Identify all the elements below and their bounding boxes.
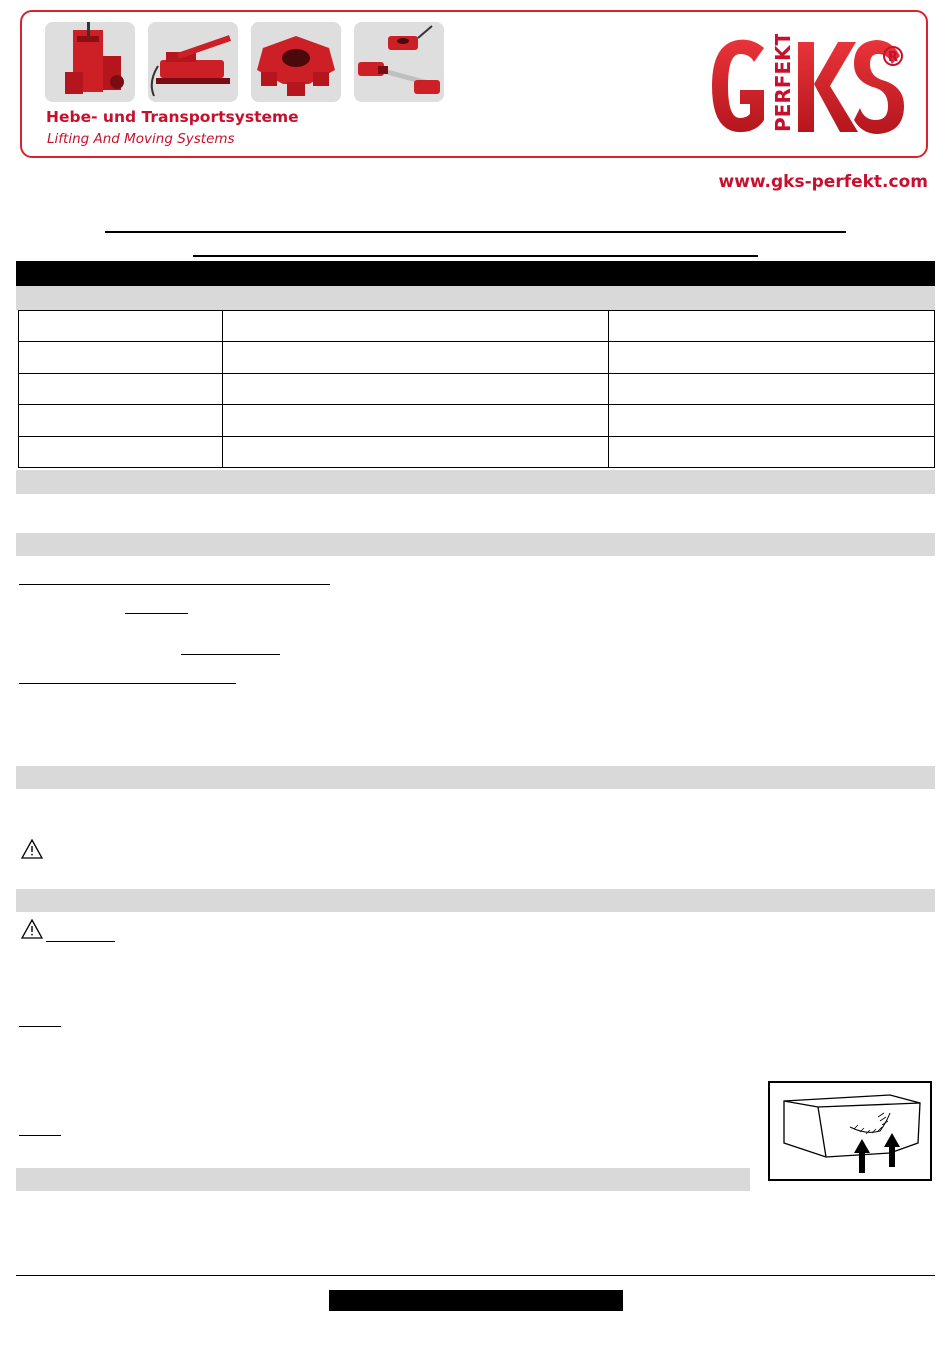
title-underline-1 — [105, 231, 846, 233]
rotating-skate-icon — [251, 22, 341, 102]
footer-bar — [329, 1290, 623, 1311]
inline-underline — [181, 654, 280, 655]
svg-text:PERFEKT: PERFEKT — [771, 34, 795, 132]
table-cell — [19, 405, 223, 436]
table-cell — [19, 311, 223, 342]
hydraulic-hand-pump-icon — [148, 22, 238, 102]
warning-label-underline — [46, 941, 115, 942]
table-cell — [223, 436, 609, 467]
warning-triangle-icon — [21, 839, 43, 859]
toe-jack-icon — [45, 22, 135, 102]
steerable-skate-set-icon — [354, 22, 444, 102]
website-url[interactable]: www.gks-perfekt.com — [718, 172, 928, 192]
table-cell — [223, 373, 609, 404]
gks-perfekt-logo — [706, 34, 910, 138]
note-underline — [19, 1135, 61, 1136]
table-cell — [609, 436, 935, 467]
warning-triangle-icon — [21, 919, 43, 939]
table-header-row — [16, 286, 935, 310]
table-cell — [609, 405, 935, 436]
section-bar — [16, 1168, 750, 1191]
spec-table — [18, 310, 935, 468]
tagline-german: Hebe- und Transportsysteme — [46, 108, 299, 126]
table-cell — [609, 342, 935, 373]
load-lifting-points-illustration — [768, 1081, 932, 1181]
table-cell — [19, 373, 223, 404]
table-cell — [609, 311, 935, 342]
heading-underline — [19, 584, 330, 585]
table-cell — [223, 311, 609, 342]
section-header-bar — [16, 261, 935, 286]
footer-rule — [16, 1275, 935, 1276]
note-underline — [19, 1026, 61, 1027]
table-row — [19, 405, 935, 436]
table-row — [19, 373, 935, 404]
title-underline-2 — [193, 255, 758, 257]
table-cell — [19, 342, 223, 373]
heading-underline — [19, 683, 236, 684]
table-cell — [609, 373, 935, 404]
table-cell — [19, 436, 223, 467]
section-bar — [16, 766, 935, 789]
section-bar — [16, 470, 935, 494]
table-row — [19, 311, 935, 342]
table-cell — [223, 342, 609, 373]
table-row — [19, 342, 935, 373]
table-row — [19, 436, 935, 467]
table-cell — [223, 405, 609, 436]
svg-text:R: R — [888, 50, 899, 65]
inline-underline — [125, 613, 188, 614]
tagline-english: Lifting And Moving Systems — [47, 131, 235, 147]
section-bar — [16, 533, 935, 556]
section-bar — [16, 889, 935, 912]
